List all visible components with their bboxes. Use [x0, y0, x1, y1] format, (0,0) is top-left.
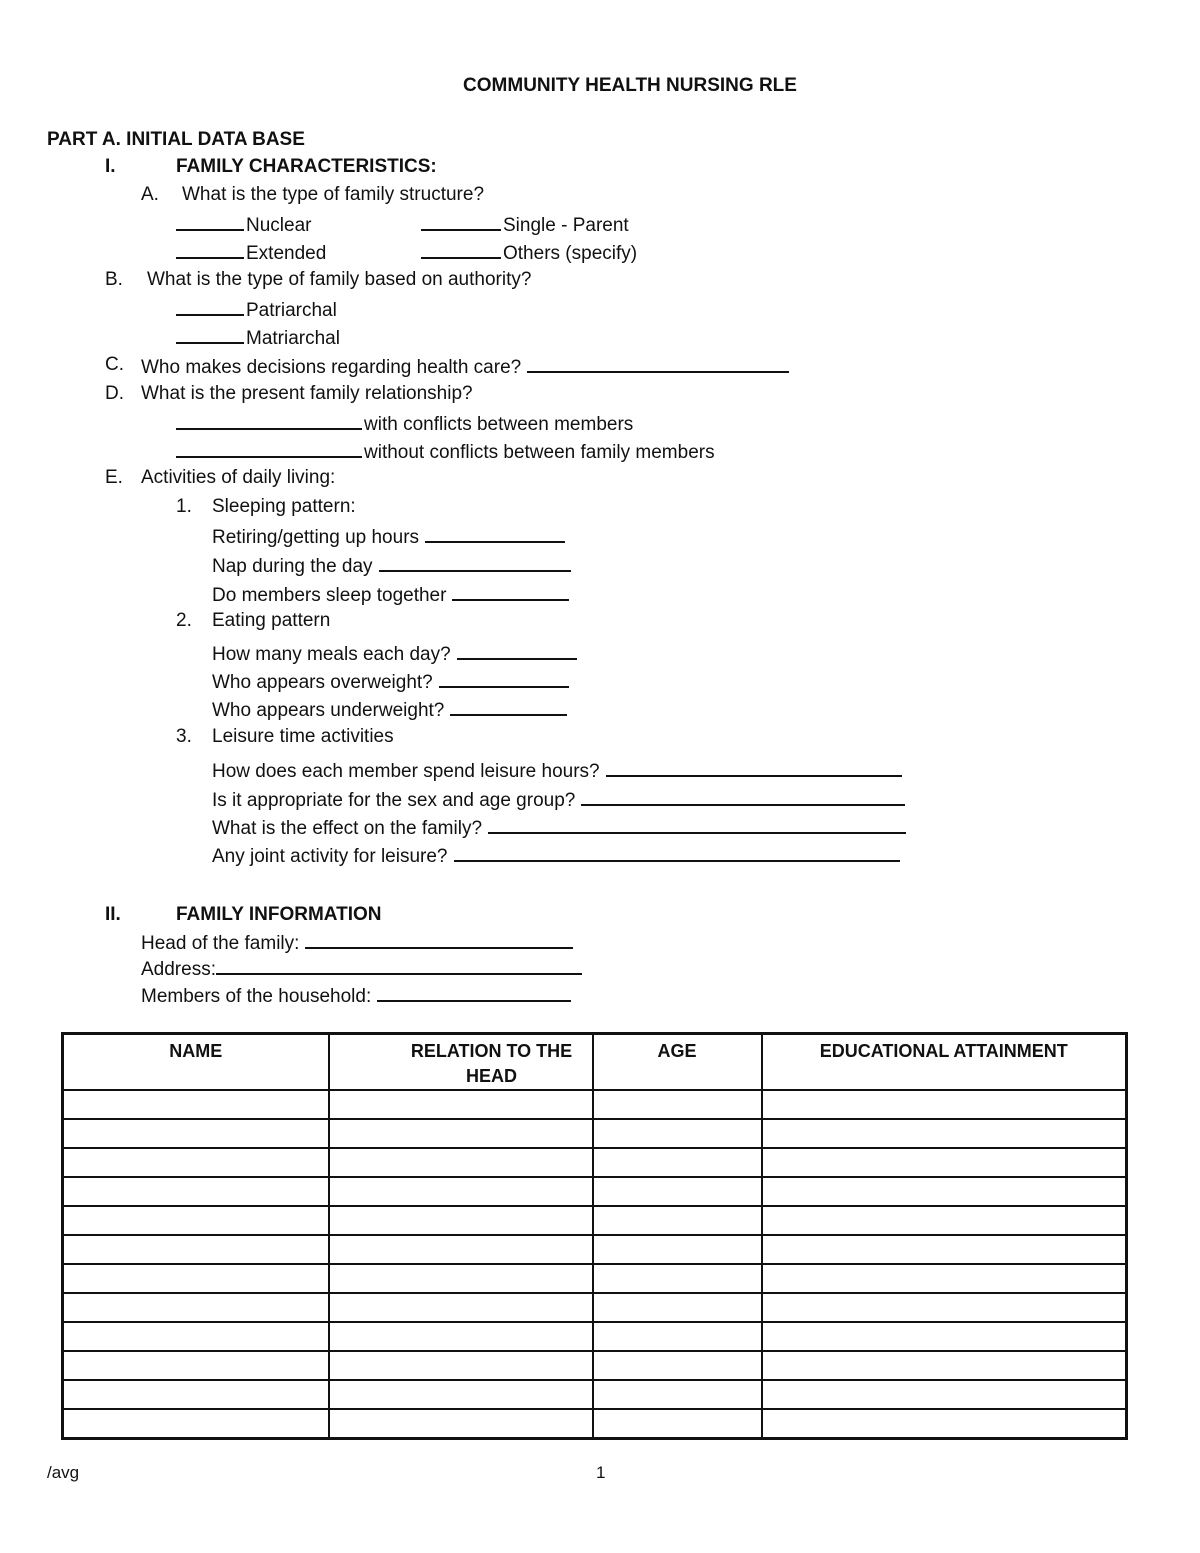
cell-relation[interactable] [329, 1090, 593, 1119]
item-number: 3. [176, 726, 192, 747]
table-row [63, 1235, 1127, 1264]
field-label: How does each member spend leisure hours? [212, 761, 600, 782]
field-label: What is the effect on the family? [212, 818, 483, 839]
table-row [63, 1380, 1127, 1409]
table-row [63, 1264, 1127, 1293]
option-single-parent[interactable] [421, 211, 629, 238]
table-row [63, 1119, 1127, 1148]
underweight-field [212, 696, 567, 723]
field-label: Address: [141, 959, 216, 980]
sleep-together-field [212, 581, 569, 608]
cell-relation[interactable] [329, 1380, 593, 1409]
field-blank[interactable] [379, 552, 571, 572]
field-label: Nap during the day [212, 556, 373, 577]
question-a-text: What is the type of family structure? [182, 184, 485, 205]
cell-age[interactable] [593, 1235, 762, 1264]
cell-relation[interactable] [329, 1206, 593, 1235]
field-label: Head of the family: [141, 933, 300, 954]
header-name: NAME [63, 1034, 329, 1091]
option-matriarchal[interactable] [176, 324, 340, 351]
field-blank[interactable] [452, 581, 569, 601]
cell-age[interactable] [593, 1119, 762, 1148]
section-2-number: II. [105, 904, 121, 925]
option-blank[interactable] [421, 239, 501, 259]
cell-age[interactable] [593, 1177, 762, 1206]
cell-name[interactable] [63, 1380, 329, 1409]
option-label: without conflicts between family members [364, 442, 715, 463]
option-extended[interactable] [176, 239, 326, 266]
document-title: COMMUNITY HEALTH NURSING RLE [463, 75, 797, 96]
field-blank[interactable] [581, 786, 905, 806]
cell-relation[interactable] [329, 1235, 593, 1264]
cell-relation[interactable] [329, 1148, 593, 1177]
field-label: Any joint activity for leisure? [212, 846, 448, 867]
option-label: Extended [246, 243, 327, 264]
header-education: EDUCATIONAL ATTAINMENT [762, 1034, 1127, 1091]
question-a-letter: A. [141, 184, 159, 205]
item-number: 1. [176, 496, 192, 517]
header-relation: RELATION TO THE HEAD [329, 1034, 593, 1091]
cell-age[interactable] [593, 1148, 762, 1177]
option-others[interactable] [421, 239, 637, 266]
cell-relation[interactable] [329, 1322, 593, 1351]
decision-maker-blank[interactable] [527, 353, 789, 373]
cell-name[interactable] [63, 1177, 329, 1206]
cell-education[interactable] [762, 1351, 1127, 1380]
option-label: Matriarchal [246, 328, 340, 349]
cell-name[interactable] [63, 1090, 329, 1119]
cell-age[interactable] [593, 1351, 762, 1380]
cell-relation[interactable] [329, 1177, 593, 1206]
cell-name[interactable] [63, 1293, 329, 1322]
option-blank[interactable] [176, 324, 244, 344]
table-row [63, 1148, 1127, 1177]
item-number: 2. [176, 610, 192, 631]
cell-name[interactable] [63, 1264, 329, 1293]
cell-name[interactable] [63, 1235, 329, 1264]
option-blank[interactable] [176, 239, 244, 259]
item-title: Eating pattern [212, 610, 331, 631]
field-blank[interactable] [606, 757, 902, 777]
effect-field [212, 814, 906, 841]
cell-education[interactable] [762, 1293, 1127, 1322]
option-label: Single - Parent [503, 215, 629, 236]
item-title: Leisure time activities [212, 726, 394, 747]
page-number: 1 [596, 1463, 606, 1482]
appropriate-field [212, 786, 905, 813]
cell-name[interactable] [63, 1351, 329, 1380]
cell-age[interactable] [593, 1206, 762, 1235]
question-d-text: What is the present family relationship? [141, 383, 473, 404]
field-blank[interactable] [454, 842, 900, 862]
members-field [141, 982, 571, 1009]
cell-education[interactable] [762, 1322, 1127, 1351]
table-header-row [63, 1034, 1127, 1091]
cell-name[interactable] [63, 1409, 329, 1439]
field-blank[interactable] [305, 929, 573, 949]
table-row [63, 1090, 1127, 1119]
field-blank[interactable] [425, 523, 565, 543]
option-blank[interactable] [176, 211, 244, 231]
cell-age[interactable] [593, 1264, 762, 1293]
cell-education[interactable] [762, 1206, 1127, 1235]
cell-relation[interactable] [329, 1409, 593, 1439]
field-label: Do members sleep together [212, 585, 447, 606]
leisure-heading [176, 725, 394, 749]
option-label: with conflicts between members [364, 414, 634, 435]
field-blank[interactable] [439, 668, 569, 688]
item-title: Sleeping pattern: [212, 496, 356, 517]
field-blank[interactable] [377, 982, 571, 1002]
question-c-text: Who makes decisions regarding health care? [141, 357, 522, 378]
joint-activity-field [212, 842, 900, 869]
cell-age[interactable] [593, 1380, 762, 1409]
cell-education[interactable] [762, 1235, 1127, 1264]
part-a-heading: PART A. INITIAL DATA BASE [47, 129, 305, 150]
cell-age[interactable] [593, 1090, 762, 1119]
cell-relation[interactable] [329, 1119, 593, 1148]
header-age: AGE [593, 1034, 762, 1091]
field-label: Who appears underweight? [212, 700, 445, 721]
option-nuclear[interactable] [176, 211, 311, 238]
option-label: Others (specify) [503, 243, 638, 264]
field-blank[interactable] [457, 640, 577, 660]
leisure-hours-field [212, 757, 902, 784]
table-row [63, 1409, 1127, 1439]
option-blank[interactable] [176, 296, 244, 316]
cell-name[interactable] [63, 1119, 329, 1148]
cell-education[interactable] [762, 1409, 1127, 1439]
nap-field [212, 552, 571, 579]
table-row [63, 1322, 1127, 1351]
option-blank[interactable] [176, 410, 362, 430]
table-row [63, 1293, 1127, 1322]
cell-name[interactable] [63, 1206, 329, 1235]
question-c-letter: C. [105, 354, 124, 375]
cell-name[interactable] [63, 1322, 329, 1351]
address-field [141, 955, 584, 982]
cell-education[interactable] [762, 1264, 1127, 1293]
question-e-title: Activities of daily living: [141, 467, 336, 488]
cell-relation[interactable] [329, 1351, 593, 1380]
field-label: Members of the household: [141, 986, 372, 1007]
meals-field [212, 640, 577, 667]
question-c [141, 353, 789, 380]
cell-education[interactable] [762, 1380, 1127, 1409]
option-patriarchal[interactable] [176, 296, 337, 323]
overweight-field [212, 668, 569, 695]
cell-education[interactable] [762, 1090, 1127, 1119]
cell-age[interactable] [593, 1293, 762, 1322]
field-label: Is it appropriate for the sex and age group? [212, 790, 576, 811]
option-with-conflicts[interactable] [176, 410, 633, 437]
field-label: Who appears overweight? [212, 672, 433, 693]
table-row [63, 1206, 1127, 1235]
question-e-letter: E. [105, 467, 123, 488]
field-blank[interactable] [450, 696, 567, 716]
cell-age[interactable] [593, 1409, 762, 1439]
question-d-letter: D. [105, 383, 124, 404]
cell-age[interactable] [593, 1322, 762, 1351]
option-without-conflicts[interactable] [176, 438, 715, 465]
cell-name[interactable] [63, 1148, 329, 1177]
field-blank[interactable] [216, 955, 582, 975]
option-blank[interactable] [421, 211, 501, 231]
head-of-family-field [141, 929, 573, 956]
question-b-letter: B. [105, 269, 123, 290]
cell-education[interactable] [762, 1148, 1127, 1177]
cell-relation[interactable] [329, 1293, 593, 1322]
household-members-table [61, 1032, 1128, 1440]
option-label: Patriarchal [246, 300, 337, 321]
cell-relation[interactable] [329, 1264, 593, 1293]
retiring-hours-field [212, 523, 565, 550]
field-blank[interactable] [488, 814, 906, 834]
table-row [63, 1351, 1127, 1380]
section-2-title: FAMILY INFORMATION [176, 904, 382, 925]
sleeping-pattern-heading [176, 495, 356, 519]
section-1-title: FAMILY CHARACTERISTICS: [176, 156, 437, 177]
cell-education[interactable] [762, 1177, 1127, 1206]
field-label: Retiring/getting up hours [212, 527, 420, 548]
question-b-text: What is the type of family based on authority? [147, 269, 532, 290]
eating-pattern-heading [176, 609, 330, 633]
section-1-number: I. [105, 156, 116, 177]
footer-initials: /avg [47, 1463, 80, 1482]
cell-education[interactable] [762, 1119, 1127, 1148]
option-label: Nuclear [246, 215, 312, 236]
field-label: How many meals each day? [212, 644, 451, 665]
option-blank[interactable] [176, 438, 362, 458]
table-row [63, 1177, 1127, 1206]
